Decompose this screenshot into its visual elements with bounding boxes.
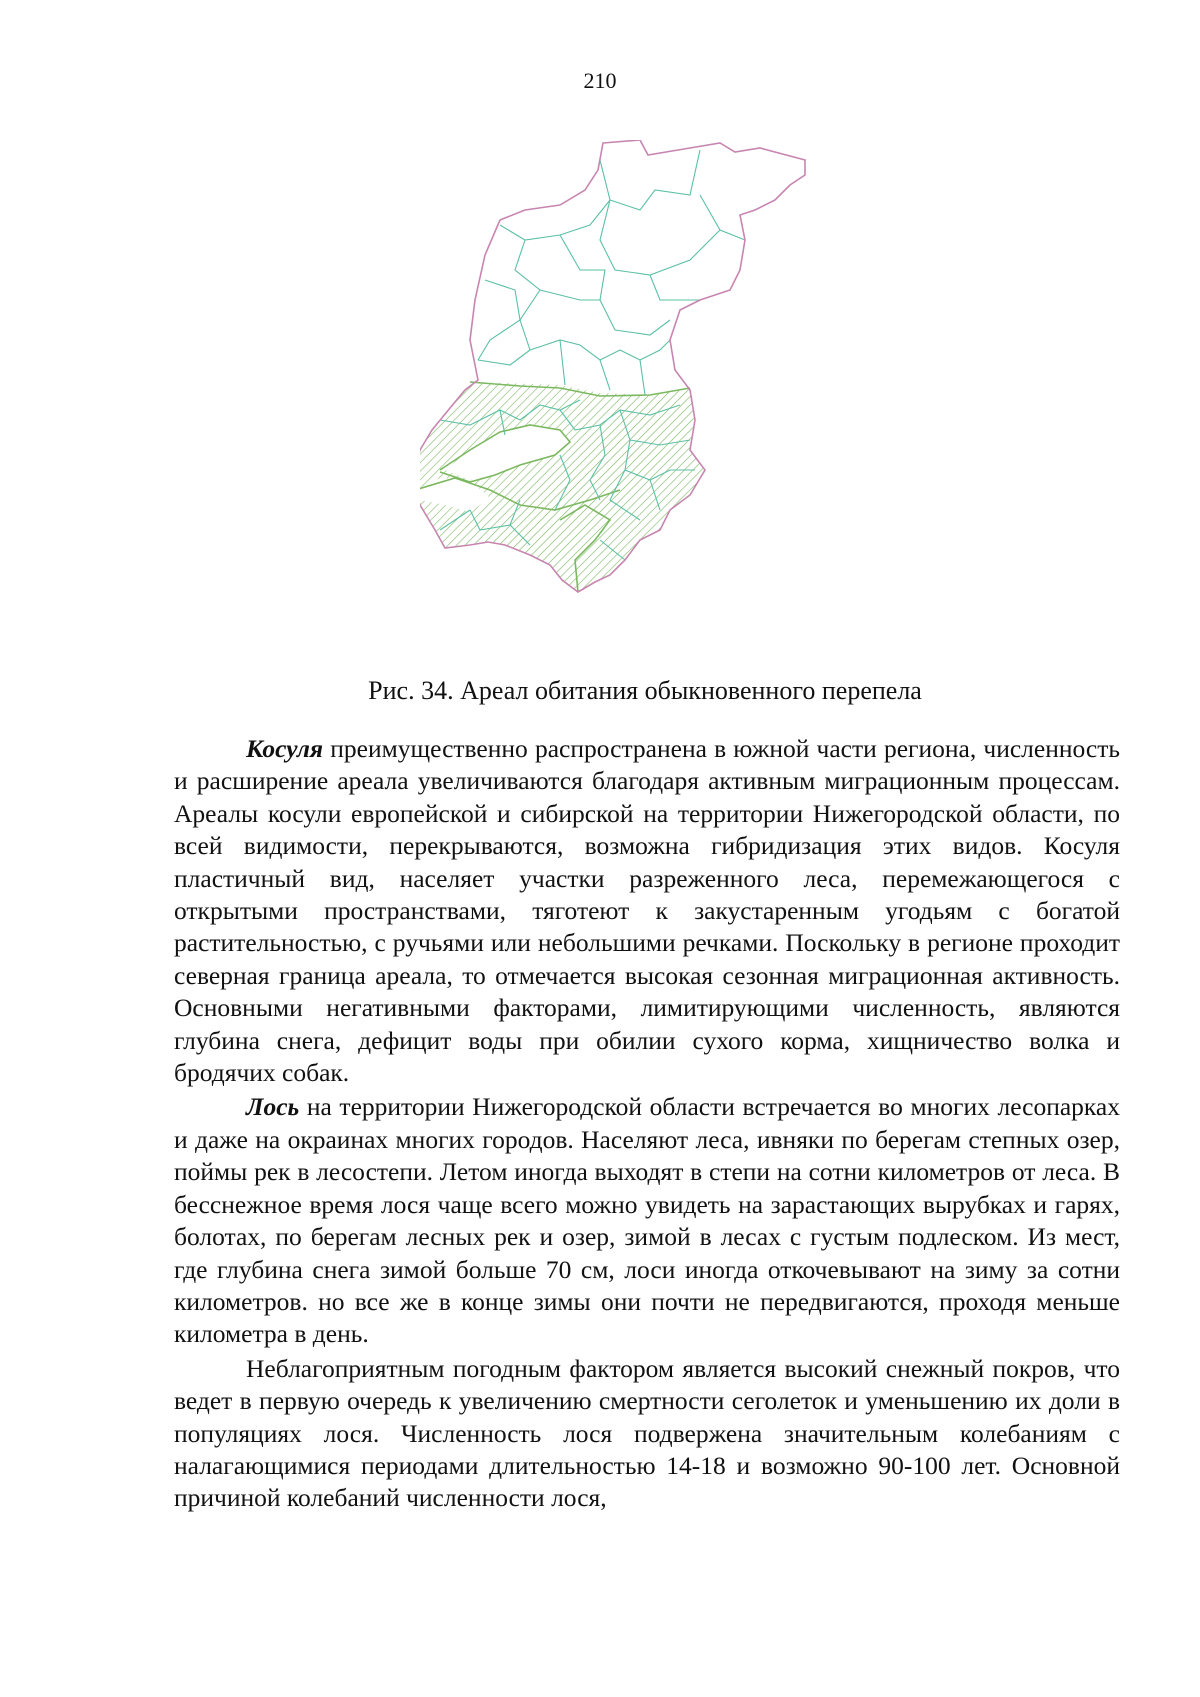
figure-caption: Рис. 34. Ареал обитания обыкновенного перепела — [368, 676, 922, 705]
paragraph-text: Неблагоприятным погодным фактором является высокий снежный покров, что ведет в первую очередь к увеличению смертности сеголеток и уменьшению их доли в популяциях лося. Численность лося подвержена значительным колебаниям с налагающимися периодами длительностью 14-18 и возможно 90-100 лет. Основной причиной колебаний численности лося, — [174, 1353, 1120, 1513]
paragraph-roe-deer — [174, 733, 1120, 1089]
paragraph-text: преимущественно распространена в южной части региона, численность и расширение ареала увеличиваются благодаря активным миграционным процессам. Ареалы косули европейской и сибирской на территории Нижегородской области, по всей видимости, перекрываются, возможна гибридизация этих видов. Косуля пластичный вид, населяет участки разреженного леса, перемежающегося с открытыми пространствами, тяготеют к закустаренным угодьям с богатой растительностью, с ручьями или небольшими речками. Поскольку в регионе проходит северная граница ареала, то отмечается высокая сезонная миграционная активность. Основными негативными факторами, лимитирующими численность, являются глубина снега, дефицит воды при обилии сухого корма, хищничество волка и бродячих собак. — [174, 734, 1120, 1088]
paragraph-text: на территории Нижегородской области встречается во многих лесопарках и даже на окраинах многих городов. Населяют леса, ивняки по берегам степных озер, поймы рек в лесостепи. Летом иногда выходят в степи на сотни километров от леса. В бесснежное время лося чаще всего можно увидеть на зарастающих вырубках и гарях, болотах, по берегам лесных рек и озер, зимой в лесах с густым подлеском. Из мест, где глубина снега зимой больше 70 см, лоси иногда откочевывают на зиму за сотни километров. но все же в конце зимы они почти не передвигаются, проходя меньше километра в день. — [174, 1092, 1120, 1349]
paragraph-moose — [174, 1091, 1120, 1350]
body-text — [174, 733, 1120, 1515]
paragraph-weather — [174, 1353, 1120, 1515]
term-roe-deer: Косуля — [246, 734, 324, 763]
habitat-map — [420, 140, 820, 610]
habitat-zone — [420, 382, 720, 600]
term-moose: Лось — [246, 1092, 300, 1122]
page-number: 210 — [583, 68, 617, 93]
